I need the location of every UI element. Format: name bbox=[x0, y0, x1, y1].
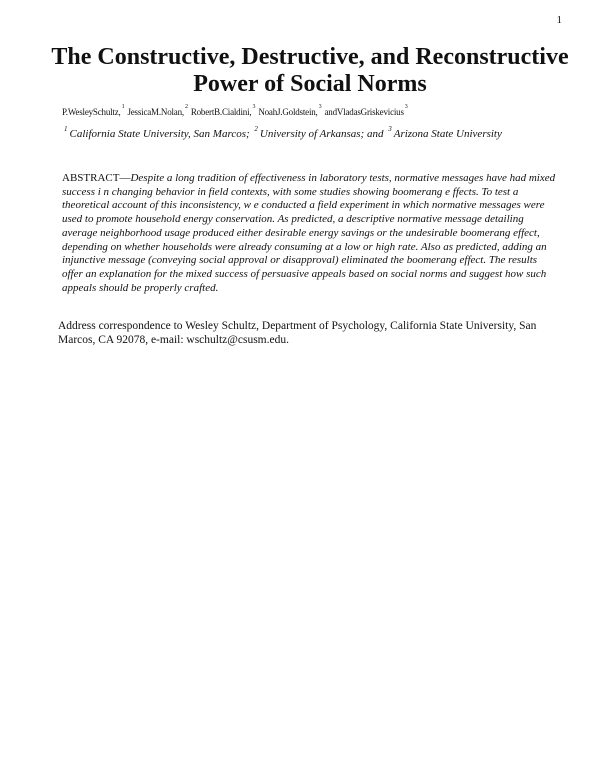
abstract bbox=[62, 172, 558, 295]
affiliation-marker: 2 bbox=[254, 125, 258, 133]
author-affiliation-marker: 2 bbox=[184, 104, 188, 110]
affiliation-text: California State University, San Marcos; bbox=[69, 128, 250, 140]
author-list bbox=[62, 104, 562, 117]
page-number: 1 bbox=[556, 14, 562, 26]
author-name: JessicaM.Nolan, bbox=[127, 107, 184, 117]
affiliation-text: University of Arkansas; and bbox=[259, 128, 384, 140]
author-affiliation-marker: 1 bbox=[121, 104, 125, 110]
abstract-text: Despite a long tradition of effectiveness in laboratory tests, normative messages have had mixed success i n changing behavior in field contexts, with some studies showing boomerang e ffects. To test a theoretical account of this inconsistency, w e conducted a field experiment in which normative messages were used to promote household energy conservation. As predicted, a descriptive normative message detailing average neighborhood usage produced either desirable energy savings or the undesirable boomerang effect, depending on whether households were already consuming at a low or high rate. Also as predicted, adding an injunctive message (conveying social approval or disapproval) eliminated the boomerang effect. The results offer an explanation for the mixed success of persuasive appeals based on social norms and suggest how such appeals should be properly crafted. bbox=[62, 172, 556, 294]
abstract-label: ABSTRACT— bbox=[62, 172, 131, 184]
author-affiliation-marker: 3 bbox=[252, 104, 256, 110]
title-line-1: The Constructive, Destructive, and Reconstructive bbox=[51, 44, 569, 70]
author-name: P.WesleySchultz, bbox=[62, 107, 121, 117]
affiliation-text: Arizona State University bbox=[393, 128, 502, 140]
author-name: NoahJ.Goldstein, bbox=[258, 107, 318, 117]
author-affiliation-marker: 3 bbox=[318, 104, 322, 110]
paper-title bbox=[40, 44, 580, 98]
title-line-2: Power of Social Norms bbox=[193, 71, 427, 97]
author-affiliation-marker: 3 bbox=[404, 104, 408, 110]
affiliation-marker: 3 bbox=[388, 125, 392, 133]
affiliation-marker: 1 bbox=[64, 125, 68, 133]
correspondence-note: Address correspondence to Wesley Schultz, Department of Psychology, California State University, San Marcos, CA 92078, e-mail: wschultz@csusm.edu. bbox=[58, 320, 537, 346]
author-name: RobertB.Cialdini, bbox=[190, 107, 252, 117]
affiliation-list bbox=[62, 125, 562, 140]
author-name: andVladasGriskevicius bbox=[324, 107, 404, 117]
